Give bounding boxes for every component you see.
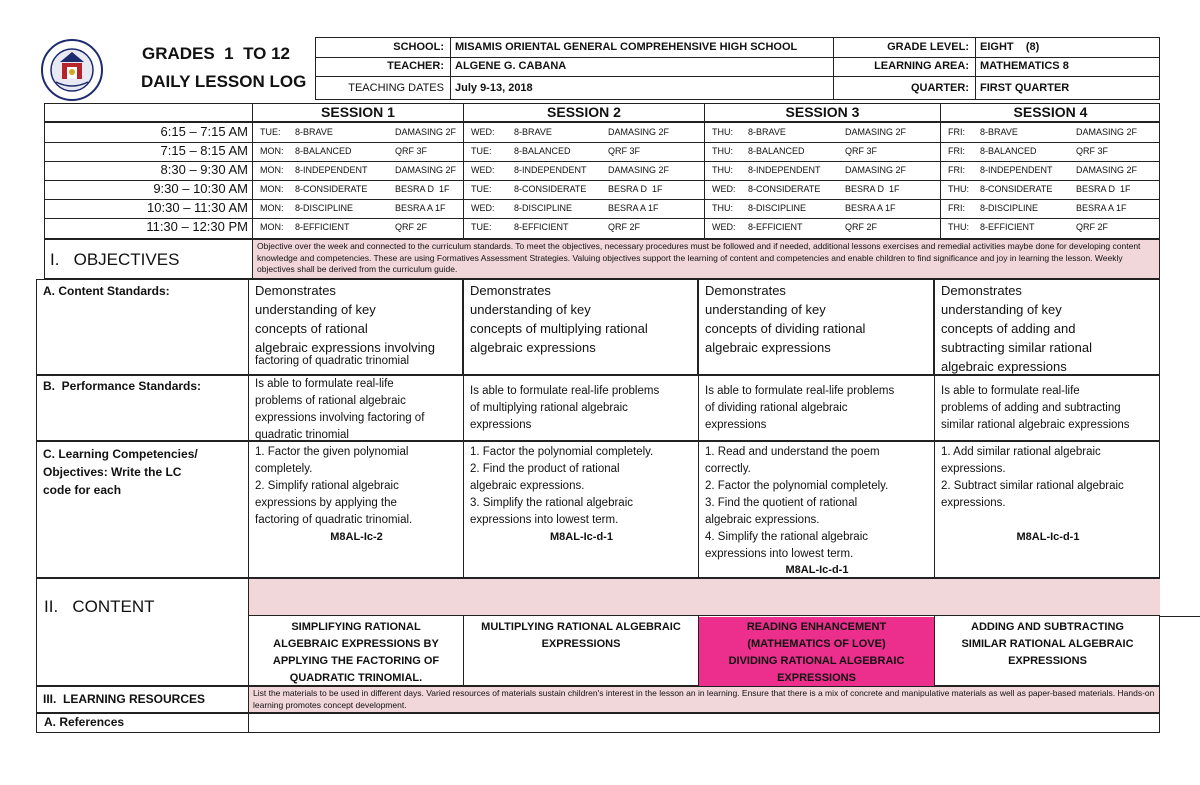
schedule-day: MON: [260,165,284,175]
schedule-time: 11:30 – 12:30 PM [146,219,248,234]
competency-text-2: 1. Factor the polynomial completely. 2. Find the product of rational algebraic expressions. 3. Simplify the rational algebraic expressions into lowest term. [470,446,654,526]
schedule-section: 8-EFFICIENT [748,222,803,232]
schedule-room: QRF 3F [608,146,641,156]
schedule-room: QRF 2F [845,222,878,232]
schedule-day: MON: [260,146,284,156]
schedule-section: 8-BALANCED [295,146,352,156]
schedule-section: 8-BRAVE [980,127,1018,137]
competencies-label: C. Learning Competencies/ Objectives: Write the LC code for each [43,447,198,497]
schedule-section: 8-INDEPENDENT [748,165,821,175]
schedule-section: 8-DISCIPLINE [514,203,573,213]
content-standard-extra-1: factoring of quadratic trinomial [255,355,410,367]
content-standard-text-2: Demonstrates understanding of key concepts of multiplying rational algebraic expressions [470,283,648,355]
performance-standards-label: B. Performance Standards: [43,379,202,393]
performance-standard-text-1: Is able to formulate real-life problems of rational algebraic expressions involving factoring of quadratic trinomial [255,378,425,441]
grade-level-value: EIGHT (8) [980,41,1040,53]
schedule-day: MON: [260,203,284,213]
schedule-room: BESRA D 1F [845,184,900,194]
teaching-dates-label: TEACHING DATES [348,82,444,94]
schedule-day: TUE: [471,184,492,194]
content-topic-1: SIMPLIFYING RATIONAL ALGEBRAIC EXPRESSIONS BY APPLYING THE FACTORING OF QUADRATIC TRINOMIAL. [272,621,440,684]
schedule-room: BESRA A 1F [845,203,896,213]
schedule-room: BESRA D 1F [608,184,663,194]
learning-area-value: MATHEMATICS 8 [980,60,1069,72]
learning-area-label: LEARNING AREA: [874,60,969,72]
teacher-value: ALGENE G. CABANA [455,60,567,72]
competency-code-1: M8AL-Ic-2 [330,531,383,543]
schedule-day: WED: [471,127,495,137]
content-standard-text-1: Demonstrates understanding of key concepts of rational algebraic expressions involving [255,283,435,355]
competency-code-4: M8AL-Ic-d-1 [1016,531,1080,543]
schedule-time: 7:15 – 8:15 AM [160,143,248,158]
content-pink-band [249,579,1160,616]
learning-resources-heading: III. LEARNING RESOURCES [43,692,206,706]
content-standards-label: A. Content Standards: [43,284,170,298]
session-1-header: SESSION 1 [321,104,395,120]
schedule-time: 10:30 – 11:30 AM [147,200,248,215]
schedule-day: WED: [471,203,495,213]
schedule-day: FRI: [948,127,965,137]
schedule-room: DAMASING 2F [1076,165,1138,175]
grade-level-label: GRADE LEVEL: [887,41,969,53]
quarter-label: QUARTER: [910,82,969,94]
schedule-section: 8-DISCIPLINE [295,203,354,213]
schedule-room: DAMASING 2F [1076,127,1138,137]
schedule-room: QRF 3F [1076,146,1109,156]
schedule-room: DAMASING 2F [395,165,457,175]
learning-resources-note: List the materials to be used in different days. Varied resources of materials sustain children's interest in the lesson an in learning. Ensure that there is a mix of concrete and manipulative materials as well as paper-based materials. Hands-on learning promotes concept development. [249,687,1159,712]
schedule-time: 9:30 – 10:30 AM [153,181,248,196]
schedule-section: 8-INDEPENDENT [980,165,1053,175]
references-row [36,713,1160,733]
objectives-heading: I. OBJECTIVES [50,250,180,269]
teaching-dates-value: July 9-13, 2018 [455,82,533,94]
schedule-section: 8-INDEPENDENT [295,165,368,175]
schedule-room: BESRA A 1F [1076,203,1127,213]
page-title-line1: GRADES 1 TO 12 [142,44,291,63]
schedule-section: 8-CONSIDERATE [980,184,1053,194]
schedule-room: QRF 3F [395,146,428,156]
schedule-room: QRF 2F [608,222,641,232]
performance-standard-text-3: Is able to formulate real-life problems of dividing rational algebraic expressions [705,385,895,431]
content-heading: II. CONTENT [44,597,155,616]
schedule-day: THU: [712,127,733,137]
schedule-day: THU: [712,165,733,175]
schedule-day: THU: [712,203,733,213]
school-label: SCHOOL: [393,41,444,53]
schedule-section: 8-EFFICIENT [295,222,350,232]
schedule-room: QRF 3F [845,146,878,156]
schedule-section: 8-DISCIPLINE [980,203,1039,213]
references-label: A. References [44,715,125,729]
objectives-note: Objective over the week and connected to the curriculum standards. To meet the objectives, necessary procedures must be followed and if needed, additional lessons exercises and remedial activities maybe done for developing content knowledge and competencies. These are using Formatives Assessment Strategies. Valuing objectives support the learning of content and competencies and enable children to find significance and joy in learning the lesson. Weekly objectives shall be derived from the curriculum guide. [253,240,1159,278]
schedule-room: QRF 2F [1076,222,1109,232]
content-topic-2: MULTIPLYING RATIONAL ALGEBRAIC EXPRESSIONS [481,621,681,650]
competency-text-4: 1. Add similar rational algebraic expressions. 2. Subtract similar rational algebraic expressions. [941,446,1124,509]
schedule-room: BESRA A 1F [608,203,659,213]
performance-standard-text-4: Is able to formulate real-life problems of adding and subtracting similar rational algebraic expressions [941,385,1130,431]
session-4-header: SESSION 4 [1013,104,1088,120]
schedule-room: DAMASING 2F [608,127,670,137]
schedule-day: FRI: [948,146,965,156]
deped-seal-icon [36,38,108,102]
page-title-line2: DAILY LESSON LOG [141,72,307,91]
schedule-day: THU: [948,222,969,232]
schedule-day: TUE: [471,146,492,156]
content-standard-text-4: Demonstrates understanding of key concepts of adding and subtracting similar rational algebraic expressions [941,283,1093,374]
schedule-section: 8-CONSIDERATE [748,184,821,194]
schedule-room: BESRA D 1F [1076,184,1131,194]
competency-text-1: 1. Factor the given polynomial completely. 2. Simplify rational algebraic expressions by applying the factoring of quadratic trinomial. [255,446,413,526]
schedule-section: 8-EFFICIENT [514,222,569,232]
performance-standard-text-2: Is able to formulate real-life problems of multiplying rational algebraic expressions [470,385,660,431]
schedule-time: 8:30 – 9:30 AM [160,162,248,177]
schedule-day: WED: [712,184,736,194]
schedule-section: 8-INDEPENDENT [514,165,587,175]
competency-code-2: M8AL-Ic-d-1 [550,531,613,543]
teacher-label: TEACHER: [387,60,444,72]
schedule-section: 8-BRAVE [514,127,552,137]
schedule-day: TUE: [260,127,281,137]
schedule-section: 8-BALANCED [514,146,571,156]
content-topic-4: ADDING AND SUBTRACTING SIMILAR RATIONAL ALGEBRAIC EXPRESSIONS [961,621,1134,667]
schedule-room: BESRA D 1F [395,184,450,194]
competency-text-3: 1. Read and understand the poem correctly. 2. Factor the polynomial completely. 3. Find the quotient of rational algebraic expressions. 4. Simplify the rational algebraic expressions into lowest term. [705,446,889,560]
schedule-day: THU: [712,146,733,156]
schedule-section: 8-BRAVE [295,127,333,137]
schedule-section: 8-BALANCED [748,146,805,156]
schedule-room: DAMASING 2F [395,127,457,137]
schedule-room: QRF 2F [395,222,428,232]
school-value: MISAMIS ORIENTAL GENERAL COMPREHENSIVE HIGH SCHOOL [455,41,798,53]
schedule-room: DAMASING 2F [845,127,907,137]
competency-code-3: M8AL-Ic-d-1 [785,564,849,576]
schedule-day: THU: [948,184,969,194]
schedule-time: 6:15 – 7:15 AM [160,124,248,139]
schedule-day: MON: [260,184,284,194]
schedule-day: MON: [260,222,284,232]
schedule-day: TUE: [471,222,492,232]
schedule-section: 8-CONSIDERATE [514,184,587,194]
schedule-section: 8-BALANCED [980,146,1037,156]
schedule-room: DAMASING 2F [845,165,907,175]
session-3-header: SESSION 3 [785,104,860,120]
schedule-room: BESRA A 1F [395,203,446,213]
quarter-value: FIRST QUARTER [980,82,1070,94]
schedule-room: DAMASING 2F [608,165,670,175]
schedule-section: 8-EFFICIENT [980,222,1035,232]
schedule-day: WED: [471,165,495,175]
schedule-section: 8-DISCIPLINE [748,203,807,213]
session-2-header: SESSION 2 [547,104,621,120]
schedule-day: FRI: [948,165,965,175]
content-standard-text-3: Demonstrates understanding of key concepts of dividing rational algebraic expressions [705,283,866,355]
schedule-day: WED: [712,222,736,232]
schedule-section: 8-CONSIDERATE [295,184,368,194]
schedule-day: FRI: [948,203,965,213]
content-topic-3: READING ENHANCEMENT (MATHEMATICS OF LOVE) DIVIDING RATIONAL ALGEBRAIC EXPRESSIONS [728,621,905,684]
schedule-section: 8-BRAVE [748,127,786,137]
